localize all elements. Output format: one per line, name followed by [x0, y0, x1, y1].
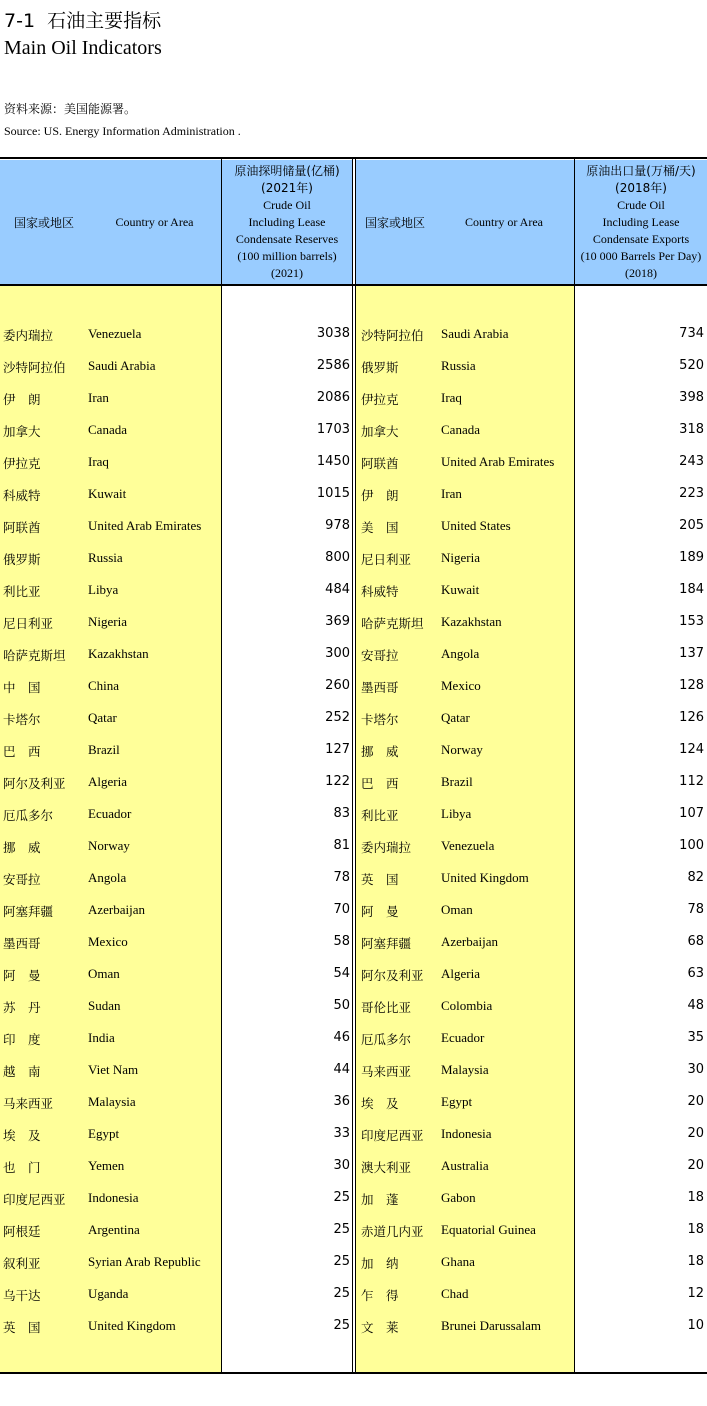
country-name-en: Nigeria	[88, 614, 127, 629]
country-name-cn: 中 国	[3, 680, 41, 695]
country-name-cn: 加拿大	[3, 424, 41, 439]
header-right-value	[575, 160, 707, 284]
header-left-name-cn-text: 国家或地区	[13, 215, 74, 230]
value-cell: 30	[687, 1062, 704, 1077]
table-row	[356, 894, 707, 926]
value-cell: 33	[333, 1126, 350, 1141]
country-name-cn: 阿尔及利亚	[361, 968, 424, 983]
country-name-cn: 伊拉克	[3, 456, 41, 471]
country-name-cn: 伊 朗	[361, 488, 399, 503]
value-cell: 3038	[316, 326, 350, 341]
value-cell: 12	[687, 1286, 704, 1301]
table-row	[356, 734, 707, 766]
table-row	[0, 926, 352, 958]
country-name-en: Ghana	[441, 1254, 475, 1269]
table-row	[356, 830, 707, 862]
country-name-cn: 阿联酋	[3, 520, 41, 535]
divider-center-a	[352, 158, 353, 1373]
country-name-en: Malaysia	[441, 1062, 489, 1077]
country-name-cn: 伊拉克	[361, 392, 399, 407]
country-name-en: Russia	[88, 550, 123, 565]
country-name-en: Qatar	[88, 710, 117, 725]
country-name-cn: 阿根廷	[3, 1224, 41, 1239]
table-row	[356, 318, 707, 350]
table-row	[356, 1246, 707, 1278]
country-name-cn: 乍 得	[361, 1288, 399, 1303]
header-right-value-line: Condensate Exports	[592, 231, 690, 246]
table-row	[356, 798, 707, 830]
value-cell: 20	[687, 1094, 704, 1109]
value-cell: 25	[333, 1286, 350, 1301]
table-row	[0, 1086, 352, 1118]
country-name-en: Algeria	[441, 966, 480, 981]
country-name-en: Colombia	[441, 998, 493, 1013]
table-row	[356, 926, 707, 958]
value-cell: 184	[679, 582, 704, 597]
country-name-en: Chad	[441, 1286, 469, 1301]
header-left-value	[222, 160, 352, 284]
country-name-cn: 利比亚	[361, 808, 399, 823]
value-cell: 78	[333, 870, 350, 885]
value-cell: 83	[333, 806, 350, 821]
country-name-cn: 加 蓬	[361, 1192, 399, 1207]
value-cell: 126	[679, 710, 704, 725]
value-cell: 25	[333, 1222, 350, 1237]
country-name-cn: 阿塞拜疆	[361, 936, 412, 951]
country-name-en: Ecuador	[88, 806, 132, 821]
table-row	[356, 670, 707, 702]
country-name-en: Iran	[441, 486, 462, 501]
value-cell: 734	[679, 326, 704, 341]
header-left-value-line: Crude Oil	[263, 197, 311, 212]
value-cell: 800	[325, 550, 350, 565]
table-row	[0, 1150, 352, 1182]
table-row	[0, 862, 352, 894]
country-name-en: United Kingdom	[441, 870, 529, 885]
header-right-name-cn-text: 国家或地区	[364, 215, 425, 230]
country-name-cn: 委内瑞拉	[361, 840, 412, 855]
country-name-cn: 伊 朗	[3, 392, 41, 407]
country-name-cn: 阿联酋	[361, 456, 399, 471]
table-row	[0, 1310, 352, 1342]
country-name-cn: 阿塞拜疆	[3, 904, 54, 919]
country-name-cn: 卡塔尔	[3, 712, 41, 727]
value-cell: 36	[333, 1094, 350, 1109]
country-name-en: Indonesia	[88, 1190, 139, 1205]
value-cell: 18	[687, 1254, 704, 1269]
value-cell: 78	[687, 902, 704, 917]
table-row	[0, 958, 352, 990]
value-cell: 124	[679, 742, 704, 757]
country-name-cn: 俄罗斯	[361, 360, 399, 375]
value-cell: 189	[679, 550, 704, 565]
country-name-cn: 加拿大	[361, 424, 399, 439]
header-bottom-rule	[0, 284, 707, 286]
country-name-en: Angola	[88, 870, 127, 885]
value-cell: 128	[679, 678, 704, 693]
table-row	[356, 958, 707, 990]
country-name-en: Iraq	[441, 390, 462, 405]
country-name-cn: 也 门	[3, 1160, 41, 1175]
country-name-en: Canada	[441, 422, 480, 437]
country-name-en: Venezuela	[88, 326, 142, 341]
country-name-cn: 印度尼西亚	[361, 1128, 424, 1143]
value-cell: 2586	[316, 358, 350, 373]
country-name-en: Gabon	[441, 1190, 476, 1205]
value-cell: 978	[325, 518, 350, 533]
header-right-value-line: Including Lease	[602, 214, 680, 229]
country-name-cn: 哈萨克斯坦	[3, 648, 66, 663]
table-row	[356, 606, 707, 638]
value-cell: 58	[333, 934, 350, 949]
table-row	[0, 542, 352, 574]
value-cell: 63	[687, 966, 704, 981]
value-cell: 70	[333, 902, 350, 917]
country-name-cn: 挪 威	[3, 840, 41, 855]
value-cell: 82	[687, 870, 704, 885]
country-name-en: Azerbaijan	[441, 934, 499, 949]
table-row	[356, 510, 707, 542]
country-name-cn: 埃 及	[3, 1128, 41, 1143]
country-name-cn: 马来西亚	[361, 1064, 412, 1079]
header-right-name-en	[434, 160, 574, 284]
country-name-cn: 尼日利亚	[361, 552, 412, 567]
country-name-cn: 英 国	[3, 1320, 41, 1335]
country-name-en: Libya	[88, 582, 119, 597]
value-cell: 50	[333, 998, 350, 1013]
value-cell: 243	[679, 454, 704, 469]
table-row	[0, 478, 352, 510]
table-row	[0, 1246, 352, 1278]
header-left-value-line: (2021)	[271, 265, 303, 280]
table-row	[0, 1182, 352, 1214]
country-name-en: Malaysia	[88, 1094, 136, 1109]
country-name-en: Iraq	[88, 454, 109, 469]
country-name-cn: 哈萨克斯坦	[361, 616, 424, 631]
country-name-en: Kuwait	[441, 582, 480, 597]
country-name-cn: 安哥拉	[3, 872, 41, 887]
table-row	[356, 350, 707, 382]
table-row	[0, 990, 352, 1022]
table-row	[356, 414, 707, 446]
country-name-en: Nigeria	[441, 550, 480, 565]
table-row	[356, 542, 707, 574]
country-name-en: Egypt	[88, 1126, 120, 1141]
country-name-en: Norway	[441, 742, 483, 757]
value-cell: 35	[687, 1030, 704, 1045]
country-name-en: Indonesia	[441, 1126, 492, 1141]
country-name-cn: 赤道几内亚	[361, 1224, 424, 1239]
country-name-en: Argentina	[88, 1222, 140, 1237]
value-cell: 300	[325, 646, 350, 661]
country-name-en: Brazil	[88, 742, 120, 757]
table-row	[0, 1054, 352, 1086]
country-name-cn: 印 度	[3, 1032, 41, 1047]
table-row	[356, 766, 707, 798]
value-cell: 48	[687, 998, 704, 1013]
country-name-en: Russia	[441, 358, 476, 373]
country-name-en: United Kingdom	[88, 1318, 176, 1333]
header-left-name-en-text: Country or Area	[115, 214, 194, 229]
country-name-cn: 越 南	[3, 1064, 41, 1079]
country-name-cn: 埃 及	[361, 1096, 399, 1111]
country-name-en: Yemen	[88, 1158, 125, 1173]
table-row	[356, 1150, 707, 1182]
country-name-cn: 阿 曼	[3, 968, 41, 983]
value-cell: 122	[325, 774, 350, 789]
country-name-cn: 文 莱	[361, 1320, 399, 1335]
table-row	[356, 1182, 707, 1214]
value-cell: 112	[679, 774, 704, 789]
value-cell: 260	[325, 678, 350, 693]
value-cell: 1450	[316, 454, 350, 469]
value-cell: 520	[679, 358, 704, 373]
header-left-name-en	[88, 160, 221, 284]
table-row	[0, 414, 352, 446]
value-cell: 1015	[316, 486, 350, 501]
table-row	[0, 606, 352, 638]
country-name-cn: 苏 丹	[3, 1000, 41, 1015]
country-name-en: United Arab Emirates	[88, 518, 202, 533]
table-row	[356, 1278, 707, 1310]
header-left-value-line: (2021年)	[261, 180, 313, 195]
value-cell: 107	[679, 806, 704, 821]
table-row	[356, 478, 707, 510]
country-name-cn: 挪 威	[361, 744, 399, 759]
country-name-en: Brazil	[441, 774, 473, 789]
country-name-en: Equatorial Guinea	[441, 1222, 536, 1237]
table-row	[356, 638, 707, 670]
table-row	[356, 446, 707, 478]
country-name-en: Australia	[441, 1158, 489, 1173]
value-cell: 223	[679, 486, 704, 501]
table-row	[356, 1214, 707, 1246]
country-name-cn: 乌干达	[3, 1288, 41, 1303]
country-name-en: Oman	[441, 902, 473, 917]
value-cell: 25	[333, 1254, 350, 1269]
source-note-en: Source: US. Energy Information Administration .	[4, 124, 241, 138]
country-name-cn: 哥伦比亚	[361, 1000, 412, 1015]
value-cell: 127	[325, 742, 350, 757]
table-row	[0, 702, 352, 734]
table-row	[0, 894, 352, 926]
value-cell: 100	[679, 838, 704, 853]
country-name-cn: 沙特阿拉伯	[3, 360, 66, 375]
table-row	[356, 382, 707, 414]
country-name-cn: 巴 西	[3, 744, 41, 759]
country-name-en: Sudan	[88, 998, 121, 1013]
header-right-value-line: 原油出口量(万桶/天)	[586, 163, 696, 178]
country-name-en: Libya	[441, 806, 472, 821]
table-row	[0, 446, 352, 478]
value-cell: 46	[333, 1030, 350, 1045]
header-left-value-line: 原油探明储量(亿桶)	[234, 163, 340, 178]
country-name-en: Angola	[441, 646, 480, 661]
header-right-value-line: (2018年)	[615, 180, 667, 195]
country-name-cn: 马来西亚	[3, 1096, 54, 1111]
value-cell: 20	[687, 1126, 704, 1141]
country-name-en: Azerbaijan	[88, 902, 146, 917]
value-cell: 137	[679, 646, 704, 661]
country-name-cn: 科威特	[3, 488, 41, 503]
country-name-cn: 俄罗斯	[3, 552, 41, 567]
country-name-cn: 墨西哥	[3, 936, 41, 951]
source-note-cn: 资料来源：美国能源署。	[4, 102, 137, 116]
value-cell: 484	[325, 582, 350, 597]
country-name-cn: 阿 曼	[361, 904, 399, 919]
value-cell: 252	[325, 710, 350, 725]
value-cell: 10	[687, 1318, 704, 1333]
value-cell: 81	[333, 838, 350, 853]
header-right-name-en-text: Country or Area	[465, 214, 543, 229]
country-name-en: Mexico	[441, 678, 481, 693]
country-name-en: Canada	[88, 422, 127, 437]
country-name-en: Venezuela	[441, 838, 495, 853]
country-name-cn: 厄瓜多尔	[361, 1032, 412, 1047]
header-right-value-line: Crude Oil	[617, 197, 665, 212]
table-row	[356, 862, 707, 894]
country-name-cn: 沙特阿拉伯	[361, 328, 424, 343]
value-cell: 25	[333, 1190, 350, 1205]
table-row	[356, 574, 707, 606]
country-name-en: United Arab Emirates	[441, 454, 555, 469]
country-name-cn: 澳大利亚	[361, 1160, 412, 1175]
page-title-en: Main Oil Indicators	[4, 37, 162, 59]
country-name-cn: 尼日利亚	[3, 616, 54, 631]
table-row	[0, 734, 352, 766]
country-name-cn: 印度尼西亚	[3, 1192, 66, 1207]
header-left-value-line: (100 million barrels)	[237, 248, 337, 263]
country-name-cn: 科威特	[361, 584, 399, 599]
table-row	[0, 638, 352, 670]
table-row	[356, 702, 707, 734]
value-cell: 1703	[316, 422, 350, 437]
table-row	[0, 318, 352, 350]
country-name-en: Saudi Arabia	[441, 326, 509, 341]
value-cell: 20	[687, 1158, 704, 1173]
table-row	[0, 766, 352, 798]
value-cell: 318	[679, 422, 704, 437]
value-cell: 2086	[316, 390, 350, 405]
header-right-value-line: (2018)	[624, 265, 657, 280]
country-name-cn: 巴 西	[361, 776, 399, 791]
header-left-value-line: Including Lease	[248, 214, 326, 229]
table-row	[0, 1118, 352, 1150]
table-row	[0, 798, 352, 830]
country-name-en: Algeria	[88, 774, 127, 789]
country-name-en: Norway	[88, 838, 130, 853]
value-cell: 18	[687, 1222, 704, 1237]
country-name-en: Iran	[88, 390, 109, 405]
table-row	[0, 350, 352, 382]
table-row	[0, 1022, 352, 1054]
country-name-en: Viet Nam	[88, 1062, 139, 1077]
country-name-cn: 加 纳	[361, 1256, 399, 1271]
table-row	[356, 1022, 707, 1054]
table-row	[356, 1054, 707, 1086]
country-name-en: Kuwait	[88, 486, 127, 501]
country-name-cn: 阿尔及利亚	[3, 776, 66, 791]
country-name-en: Ecuador	[441, 1030, 485, 1045]
value-cell: 398	[679, 390, 704, 405]
value-cell: 153	[679, 614, 704, 629]
table-bottom-rule	[0, 1372, 707, 1374]
country-name-en: Saudi Arabia	[88, 358, 156, 373]
table-row	[0, 574, 352, 606]
country-name-en: India	[88, 1030, 115, 1045]
table-row	[0, 382, 352, 414]
country-name-en: Kazakhstan	[441, 614, 502, 629]
table-row	[356, 990, 707, 1022]
value-cell: 30	[333, 1158, 350, 1173]
country-name-en: United States	[441, 518, 511, 533]
value-cell: 68	[687, 934, 704, 949]
country-name-en: Brunei Darussalam	[441, 1318, 542, 1333]
country-name-cn: 委内瑞拉	[3, 328, 54, 343]
table-row	[0, 670, 352, 702]
header-right-name-cn	[356, 160, 434, 284]
value-cell: 54	[333, 966, 350, 981]
header-left-value-line: Condensate Reserves	[235, 231, 339, 246]
country-name-en: Uganda	[88, 1286, 129, 1301]
header-right-value-line: (10 000 Barrels Per Day)	[580, 248, 702, 263]
header-left-name-cn	[0, 160, 88, 284]
value-cell: 25	[333, 1318, 350, 1333]
country-name-en: Syrian Arab Republic	[88, 1254, 201, 1269]
country-name-cn: 美 国	[361, 520, 399, 535]
table-row	[356, 1310, 707, 1342]
country-name-en: Mexico	[88, 934, 128, 949]
page-title-cn: 7-1 石油主要指标	[4, 10, 162, 32]
country-name-cn: 安哥拉	[361, 648, 399, 663]
table-row	[356, 1118, 707, 1150]
country-name-cn: 厄瓜多尔	[3, 808, 54, 823]
country-name-en: China	[88, 678, 120, 693]
table-row	[0, 830, 352, 862]
country-name-cn: 卡塔尔	[361, 712, 399, 727]
country-name-cn: 英 国	[361, 872, 399, 887]
value-cell: 369	[325, 614, 350, 629]
country-name-cn: 墨西哥	[361, 680, 399, 695]
country-name-en: Egypt	[441, 1094, 473, 1109]
table-top-rule	[0, 157, 707, 159]
table-row	[0, 1214, 352, 1246]
country-name-cn: 叙利亚	[3, 1256, 41, 1271]
country-name-en: Kazakhstan	[88, 646, 149, 661]
table-row	[0, 510, 352, 542]
table-row	[356, 1086, 707, 1118]
value-cell: 18	[687, 1190, 704, 1205]
table-row	[0, 1278, 352, 1310]
value-cell: 44	[333, 1062, 350, 1077]
country-name-en: Qatar	[441, 710, 470, 725]
value-cell: 205	[679, 518, 704, 533]
country-name-cn: 利比亚	[3, 584, 41, 599]
country-name-en: Oman	[88, 966, 120, 981]
